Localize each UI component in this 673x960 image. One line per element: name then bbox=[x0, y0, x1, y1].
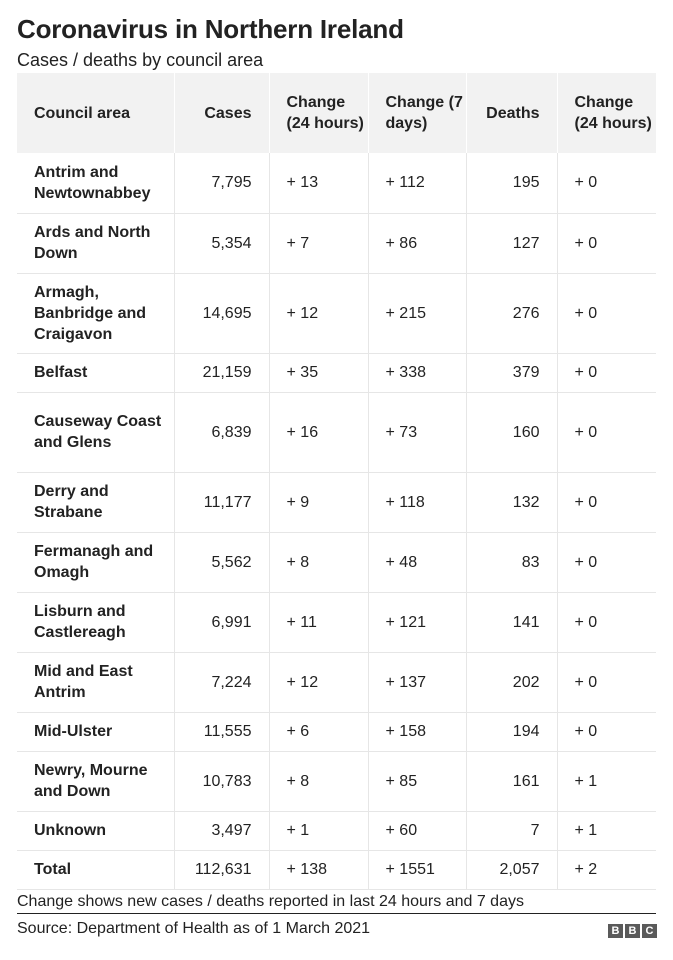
table-row bbox=[17, 850, 656, 889]
table-row bbox=[17, 213, 656, 273]
cell-cases-change-24h: + 8 bbox=[269, 532, 368, 592]
cell-cases-change-7d: + 121 bbox=[368, 592, 466, 652]
cell-cases-change-7d: + 1551 bbox=[368, 850, 466, 889]
cell-council-area: Mid and East Antrim bbox=[17, 652, 174, 712]
cell-deaths-change-24h: + 0 bbox=[557, 592, 656, 652]
table-row bbox=[17, 652, 656, 712]
cell-deaths: 276 bbox=[466, 273, 557, 353]
cell-cases-change-24h: + 138 bbox=[269, 850, 368, 889]
cell-deaths-change-24h: + 0 bbox=[557, 712, 656, 751]
footer-divider bbox=[17, 913, 656, 914]
cell-cases: 5,562 bbox=[174, 532, 269, 592]
header-cases-change-7d: Change (7 days) bbox=[368, 73, 466, 153]
table-header bbox=[17, 73, 656, 153]
cell-cases-change-24h: + 7 bbox=[269, 213, 368, 273]
cell-deaths: 127 bbox=[466, 213, 557, 273]
cell-cases-change-24h: + 9 bbox=[269, 472, 368, 532]
header-deaths: Deaths bbox=[466, 73, 557, 153]
cell-cases-change-7d: + 137 bbox=[368, 652, 466, 712]
cell-cases-change-24h: + 12 bbox=[269, 652, 368, 712]
table-row bbox=[17, 273, 656, 353]
cell-cases: 7,795 bbox=[174, 153, 269, 213]
cell-council-area: Belfast bbox=[17, 353, 174, 392]
cell-deaths: 379 bbox=[466, 353, 557, 392]
cell-cases: 112,631 bbox=[174, 850, 269, 889]
cell-deaths: 2,057 bbox=[466, 850, 557, 889]
cell-cases: 6,991 bbox=[174, 592, 269, 652]
cell-deaths-change-24h: + 0 bbox=[557, 273, 656, 353]
cell-cases: 5,354 bbox=[174, 213, 269, 273]
cell-council-area: Armagh, Banbridge and Craigavon bbox=[17, 273, 174, 353]
bbc-logo-letter: C bbox=[642, 924, 657, 938]
cell-cases-change-24h: + 13 bbox=[269, 153, 368, 213]
council-area-table bbox=[17, 73, 656, 890]
table-row bbox=[17, 532, 656, 592]
bbc-logo-letter: B bbox=[625, 924, 640, 938]
cell-council-area: Unknown bbox=[17, 811, 174, 850]
cell-cases-change-7d: + 338 bbox=[368, 353, 466, 392]
header-cases-change-24h: Change (24 hours) bbox=[269, 73, 368, 153]
cell-cases-change-7d: + 85 bbox=[368, 751, 466, 811]
cell-deaths: 161 bbox=[466, 751, 557, 811]
cell-cases: 10,783 bbox=[174, 751, 269, 811]
cell-cases-change-24h: + 35 bbox=[269, 353, 368, 392]
cell-deaths: 195 bbox=[466, 153, 557, 213]
cell-cases-change-24h: + 12 bbox=[269, 273, 368, 353]
cell-deaths-change-24h: + 0 bbox=[557, 472, 656, 532]
chart-source: Source: Department of Health as of 1 March 2021 bbox=[17, 920, 371, 937]
cell-council-area: Mid-Ulster bbox=[17, 712, 174, 751]
cell-deaths: 7 bbox=[466, 811, 557, 850]
cell-cases-change-7d: + 215 bbox=[368, 273, 466, 353]
cell-cases-change-7d: + 158 bbox=[368, 712, 466, 751]
cell-cases-change-7d: + 60 bbox=[368, 811, 466, 850]
cell-deaths: 160 bbox=[466, 392, 557, 472]
table-body bbox=[17, 153, 656, 889]
cell-cases-change-7d: + 73 bbox=[368, 392, 466, 472]
cell-council-area: Antrim and Newtownabbey bbox=[17, 153, 174, 213]
cell-deaths: 194 bbox=[466, 712, 557, 751]
chart-title: Coronavirus in Northern Ireland bbox=[17, 14, 404, 44]
cell-cases: 14,695 bbox=[174, 273, 269, 353]
cell-council-area: Newry, Mourne and Down bbox=[17, 751, 174, 811]
table-row bbox=[17, 751, 656, 811]
cell-cases-change-24h: + 1 bbox=[269, 811, 368, 850]
table-row bbox=[17, 472, 656, 532]
cell-deaths-change-24h: + 0 bbox=[557, 392, 656, 472]
cell-deaths: 83 bbox=[466, 532, 557, 592]
cell-council-area: Derry and Strabane bbox=[17, 472, 174, 532]
cell-cases-change-7d: + 48 bbox=[368, 532, 466, 592]
cell-deaths: 132 bbox=[466, 472, 557, 532]
cell-deaths-change-24h: + 0 bbox=[557, 353, 656, 392]
table-row bbox=[17, 392, 656, 472]
cell-deaths-change-24h: + 0 bbox=[557, 153, 656, 213]
header-cases: Cases bbox=[174, 73, 269, 153]
table-row bbox=[17, 353, 656, 392]
cell-deaths-change-24h: + 1 bbox=[557, 811, 656, 850]
cell-council-area: Total bbox=[17, 850, 174, 889]
cell-cases-change-7d: + 112 bbox=[368, 153, 466, 213]
bbc-logo-letter: B bbox=[608, 924, 623, 938]
cell-deaths-change-24h: + 0 bbox=[557, 652, 656, 712]
cell-deaths-change-24h: + 0 bbox=[557, 213, 656, 273]
cell-deaths: 202 bbox=[466, 652, 557, 712]
table-row bbox=[17, 153, 656, 213]
cell-cases: 6,839 bbox=[174, 392, 269, 472]
cell-cases: 3,497 bbox=[174, 811, 269, 850]
cell-cases-change-24h: + 6 bbox=[269, 712, 368, 751]
cell-deaths-change-24h: + 2 bbox=[557, 850, 656, 889]
header-council-area: Council area bbox=[34, 104, 131, 122]
cell-council-area: Ards and North Down bbox=[17, 213, 174, 273]
cell-cases-change-7d: + 86 bbox=[368, 213, 466, 273]
cell-council-area: Lisburn and Castlereagh bbox=[17, 592, 174, 652]
cell-council-area: Fermanagh and Omagh bbox=[17, 532, 174, 592]
header-deaths-change-24h: Change (24 hours) bbox=[557, 73, 656, 153]
cell-cases-change-24h: + 11 bbox=[269, 592, 368, 652]
cell-deaths: 141 bbox=[466, 592, 557, 652]
cell-cases-change-7d: + 118 bbox=[368, 472, 466, 532]
table-row bbox=[17, 811, 656, 850]
cell-cases-change-24h: + 8 bbox=[269, 751, 368, 811]
header-row bbox=[17, 73, 656, 153]
cell-deaths-change-24h: + 0 bbox=[557, 532, 656, 592]
cell-cases: 21,159 bbox=[174, 353, 269, 392]
chart-note: Change shows new cases / deaths reported in last 24 hours and 7 days bbox=[17, 893, 524, 910]
cell-cases-change-24h: + 16 bbox=[269, 392, 368, 472]
bbc-logo bbox=[608, 924, 657, 938]
table-row bbox=[17, 592, 656, 652]
cell-council-area: Causeway Coast and Glens bbox=[17, 392, 174, 472]
cell-cases: 7,224 bbox=[174, 652, 269, 712]
cell-cases: 11,555 bbox=[174, 712, 269, 751]
cell-deaths-change-24h: + 1 bbox=[557, 751, 656, 811]
table-row bbox=[17, 712, 656, 751]
cell-cases: 11,177 bbox=[174, 472, 269, 532]
chart-subtitle: Cases / deaths by council area bbox=[17, 50, 264, 70]
